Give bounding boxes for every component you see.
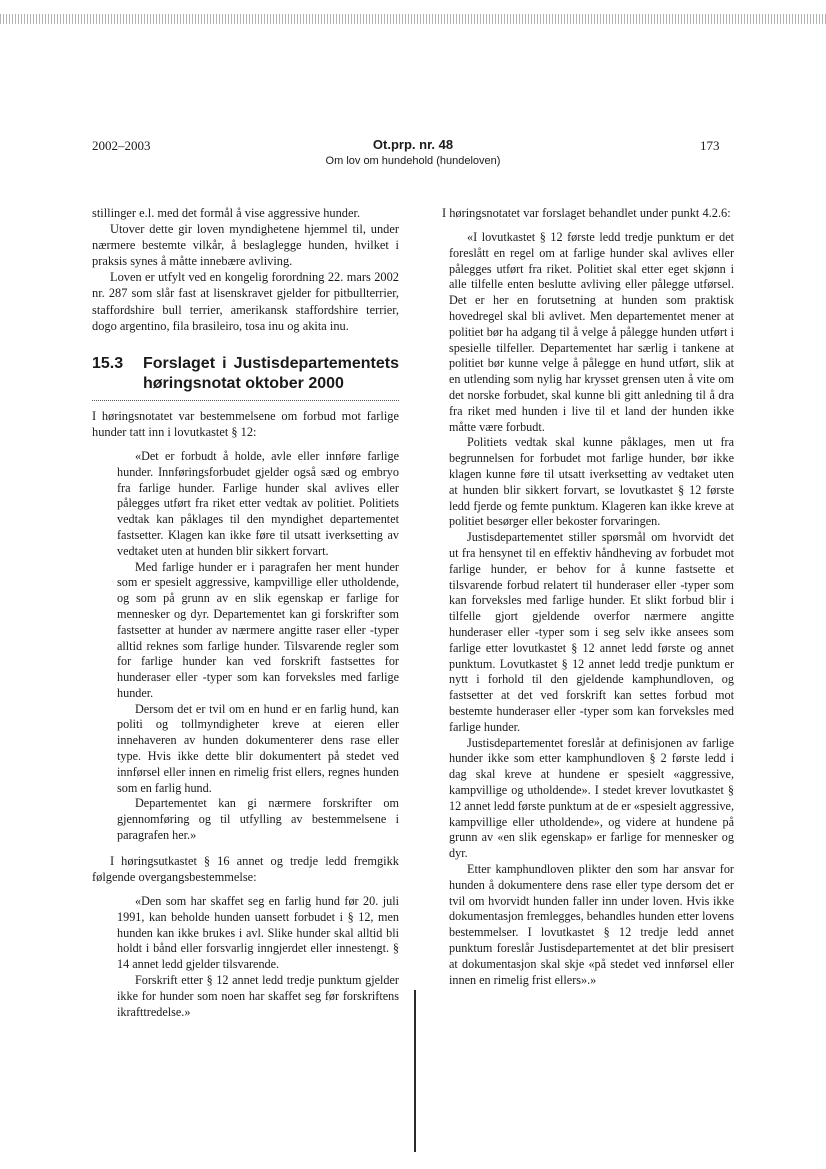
margin-change-bar xyxy=(414,990,416,1152)
block-quote xyxy=(449,230,734,988)
left-column xyxy=(92,205,399,1029)
header-center xyxy=(240,137,586,167)
right-column xyxy=(424,205,734,997)
quote-paragraph: «Det er forbudt å holde, avle eller innføre farlige hunder. Innføringsforbudet gjelder også sæd og embryo fra farlige hunder. Farlige hunder skal avlives eller pålegges utført fra riket etter vedtak av politiet. Politiets vedtak kan påklages til den myndighet departementet fastsetter. Klagen kan ikke føre til utsatt iverksetting av vedtaket uten at hunden blir sikkert forvart. xyxy=(117,448,399,558)
quote-paragraph: Departementet kan gi nærmere forskrifter om gjennomføring og til utfylling av bestemmelsene i paragrafen her.» xyxy=(117,796,399,843)
section-number: 15.3 xyxy=(92,354,124,372)
quote-paragraph: Dersom det er tvil om en hund er en farlig hund, kan politi og tollmyndigheter kreve at eieren eller innehaveren av hunden dokumenterer dens rase eller type. Hvis ikke dette blir dokumentert på stedet ved innførsel eller innen en rimelig frist ellers, regnes hunden som en farlig hund. xyxy=(117,701,399,795)
paragraph: I høringsnotatet var forslaget behandlet under punkt 4.2.6: xyxy=(442,206,731,220)
page-number: 173 xyxy=(700,138,720,153)
section-title: Forslaget i Justisdepartementets høringsnotat oktober 2000 xyxy=(143,354,399,392)
document-subtitle: Om lov om hundehold (hundeloven) xyxy=(325,155,501,167)
section-heading xyxy=(92,354,399,394)
quote-paragraph: «I lovutkastet § 12 første ledd tredje punktum er det foreslått en regel om at farlige hunder skal avlives eller pålegges utført fra riket. Politiet skal etter eget skjønn i alle tilfelle enten beslutte avliving eller pålegge utførsel. Det er her en forutsetning at hunden som praktisk hovedregel skal bli avlivet. Men departementet mener at politiet bør ha adgang til å velge å pålegge hunden utført i spesielle tilfeller. Departementet har særlig i tankene at politiet bør kunne velge å pålegge en hund utført, slik at en utlending som nylig har krysset grensen uten å vite om det norske forbudet, skal kunne bli gitt anledning til å dra fra riket med hunden i live til et land der hunden ikke måtte være forbudt. xyxy=(449,230,734,434)
quote-paragraph: Med farlige hunder er i paragrafen her ment hunder som er spesielt aggressive, kampvillige eller utholdende, og som på grunn av en slik egenskap er farlige for mennesker og dyr. Departementet kan gi forskrifter som fastsetter at hunder av nærmere angitte raser eller -typer alltid reknes som farlige hunder. Tilsvarende regler som for farlige hunder kan ved forskrift fastsettes for hunderaser eller -typer som kan forveksles med farlige hunder. xyxy=(117,559,399,700)
quote-paragraph: Forskrift etter § 12 annet ledd tredje punktum gjelder ikke for hunder som noen har skaffet seg før forskriftens ikrafttredelse.» xyxy=(117,973,399,1019)
quote-paragraph: Justisdepartementet foreslår at definisjonen av farlige hunder ikke som etter kamphundloven § 2 første ledd i dag skal kreve at hundene er spesielt «aggressive, kampvillige og utholdende». I stedet krever lovutkastet § 12 annet ledd første punktum at de er «spesielt aggressive, kampvillige eller utholdende», og videre at hundene på grunn av «en slik egenskap» er farlige for mennesker og dyr. xyxy=(449,735,734,861)
quote-paragraph: Justisdepartementet stiller spørsmål om hvorvidt det ut fra hensynet til en effektiv håndheving av forbudet mot farlige hunder, er behov for å kunne fastsette et tilsvarende forbud relatert til hunderaser eller -typer som kan forveksles med farlige hunder. Et slikt forbud blir i tilfelle gjort gjeldende overfor nærmere angitte hunderaser eller -typer som i seg selv ikke ansees som farlige etter lovutkastet § 12 annet ledd første og annet punktum. Lovutkastet § 12 annet ledd tredje punktum er nytt i forhold til den gjeldende kamphundloven, og fastsetter at det ved forskrift kan settes forbud mot bestemte hunderaser eller -typer som kan forveksles med farlige hunder. xyxy=(449,530,734,734)
quote-paragraph: Politiets vedtak skal kunne påklages, men ut fra begrunnelsen for forbudet mot farlige hunder, bør ikke klagen kunne føre til utsatt iverksetting av vedtaket uten at hunden blir sikkert forvart, se lovutkastet § 12 første ledd fjerde og femte punktum. Klageren kan ikke kreve at politiet besørger eller bekoster forvaringen. xyxy=(449,435,734,529)
quote-paragraph: «Den som har skaffet seg en farlig hund før 20. juli 1991, kan beholde hunden uansett forbudet i § 12, men hunden kan ikke brukes i avl. Slike hunder skal alltid bli holdt i bånd eller forsvarlig inngjerdet eller innestengt. § 14 annet ledd gjelder tilsvarende. xyxy=(117,894,399,972)
paragraph: stillinger e.l. med det formål å vise aggressive hunder. xyxy=(92,206,361,220)
block-quote xyxy=(117,449,399,844)
paragraph: I høringsutkastet § 16 annet og tredje ledd fremgikk følgende overgangsbestemmelse: xyxy=(92,853,399,884)
section-divider xyxy=(92,400,399,401)
quote-paragraph: Etter kamphundloven plikter den som har ansvar for hunden å dokumentere dens rase eller type dersom det er tvil om hvorvidt hunden faller inn under loven. Hvis ikke dokumentasjon fremlegges, behandles hunden etter lovens bestemmelser. I lovutkastet § 12 tredje ledd annet punktum foreslår Justisdepartementet at det blir presisert at dokumentasjon skal skje «på stedet ved innførsel eller innen en rimelig frist ellers».» xyxy=(449,861,734,987)
scan-artifact-strip xyxy=(0,14,826,24)
paragraph: I høringsnotatet var bestemmelsene om forbud mot farlige hunder tatt inn i lovutkastet § 12: xyxy=(92,408,399,439)
block-quote xyxy=(117,894,399,1020)
header-years: 2002–2003 xyxy=(92,138,151,153)
document-title: Ot.prp. nr. 48 xyxy=(372,137,454,152)
paragraph: Loven er utfylt ved en kongelig forordning 22. mars 2002 nr. 287 som slår fast at lisenskravet gjelder for pitbullterrier, staffordshire bull terrier, amerikansk staffordshire terrier, dogo argentino, fila brasileiro, tosa inu og akita inu. xyxy=(92,270,399,333)
paragraph: Utover dette gir loven myndighetene hjemmel til, under nærmere bestemte vilkår, å beslaglegge hunden, hvilket i praksis synes å måtte innebære avliving. xyxy=(92,222,399,269)
